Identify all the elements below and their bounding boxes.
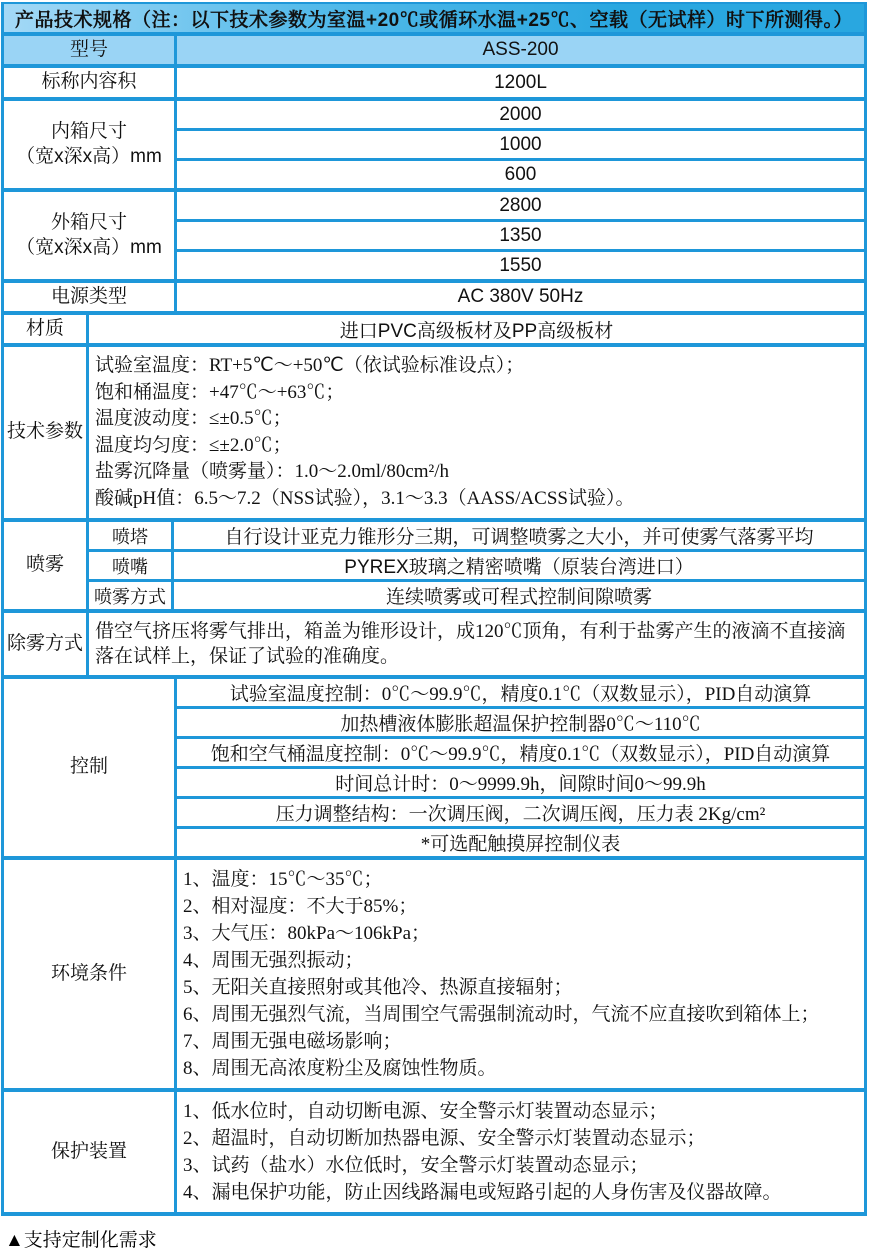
row-material-label: 材质 — [4, 315, 89, 343]
spray-nozzle-label: 喷嘴 — [89, 552, 174, 579]
row-spray-label: 喷雾 — [4, 522, 89, 609]
control-row-4 — [177, 766, 864, 796]
row-power-value: AC 380V 50Hz — [457, 286, 584, 307]
env-line-3: 3、大气压：80kPa～106kPa； — [183, 923, 431, 944]
control-value-1: 试验室温度控制：0℃～99.9℃，精度0.1℃（双数显示），PID自动演算 — [229, 684, 812, 705]
inner-size-values — [177, 101, 864, 188]
spray-mode-label: 喷雾方式 — [89, 582, 174, 609]
env-line-7: 7、周围无强电磁场影响； — [183, 1031, 402, 1052]
defog-text — [89, 613, 864, 675]
customization-note: ▲支持定制化需求 — [5, 1230, 157, 1251]
row-model-value: ASS-200 — [482, 39, 559, 60]
outer-size-label-line1: 外箱尺寸 — [50, 211, 127, 233]
row-environment — [4, 856, 864, 1088]
env-line-1: 1、温度：15℃～35℃； — [183, 869, 383, 890]
row-volume-label: 标称内容积 — [4, 68, 177, 97]
outer-size-label-line2: （宽x深x高）mm — [16, 236, 162, 258]
spray-nozzle-value: PYREX玻璃之精密喷嘴（原装台湾进口） — [344, 557, 694, 578]
outer-height-value: 1550 — [499, 254, 542, 276]
row-outer-size — [4, 188, 864, 279]
row-defog — [4, 609, 864, 675]
spray-mode-value: 连续喷雾或可程式控制间隙喷雾 — [385, 587, 652, 608]
inner-width-value: 2000 — [499, 103, 542, 125]
protection-line-2: 2、超温时，自动切断加热器电源、安全警示灯装置动态显示； — [183, 1128, 706, 1149]
spray-tower-value: 自行设计亚克力锥形分三期，可调整喷雾之大小，并可使雾气落雾平均 — [224, 527, 814, 548]
control-row-5 — [177, 796, 864, 826]
control-value-3: 饱和空气桶温度控制：0℃～99.9℃，精度0.1℃（双数显示），PID自动演算 — [210, 744, 831, 765]
row-tech-params — [4, 343, 864, 518]
inner-size-label-line2: （宽x深x高）mm — [16, 145, 162, 167]
spray-row-nozzle — [89, 549, 864, 579]
row-volume — [4, 64, 864, 97]
protection-text — [177, 1092, 864, 1212]
row-outer-size-label — [4, 192, 177, 279]
spray-tower-label: 喷塔 — [89, 522, 174, 549]
protection-line-4: 4、漏电保护功能，防止因线路漏电或短路引起的人身伤害及仪器故障。 — [183, 1182, 782, 1203]
inner-depth-value: 1000 — [499, 133, 542, 155]
control-value-4: 时间总计时：0～9999.9h，间隙时间0～99.9h — [335, 774, 706, 795]
tech-line-5: 盐雾沉降量（喷雾量）：1.0～2.0ml/80cm²/h — [95, 461, 450, 482]
env-line-2: 2、相对湿度：不大于85%； — [183, 896, 418, 917]
row-protection — [4, 1088, 864, 1212]
inner-size-row-width — [177, 101, 864, 128]
spray-row-tower — [89, 522, 864, 549]
tech-params-text — [89, 347, 864, 518]
row-material-value: 进口PVC高级板材及PP高级板材 — [339, 320, 614, 342]
control-row-1 — [177, 679, 864, 706]
outer-size-row-depth — [177, 219, 864, 249]
outer-size-row-width — [177, 192, 864, 219]
control-value-6: *可选配触摸屏控制仪表 — [420, 834, 621, 855]
row-protection-label: 保护装置 — [4, 1092, 177, 1212]
env-line-6: 6、周围无强烈气流，当周围空气需强制流动时，气流不应直接吹到箱体上； — [183, 1004, 820, 1025]
row-inner-size — [4, 97, 864, 188]
spray-row-mode — [89, 579, 864, 609]
row-volume-value: 1200L — [494, 71, 547, 93]
table-title-text: 产品技术规格（注：以下技术参数为室温+20℃或循环水温+25℃、空载（无试样）时下所测得。） — [15, 9, 853, 31]
row-environment-label: 环境条件 — [4, 860, 177, 1088]
table-title — [4, 4, 864, 32]
row-tech-params-label: 技术参数 — [4, 347, 89, 518]
row-model-label: 型号 — [4, 36, 177, 64]
tech-line-4: 温度均匀度：≤±2.0℃； — [95, 434, 292, 456]
environment-text — [177, 860, 864, 1088]
inner-size-row-height — [177, 158, 864, 188]
protection-line-3: 3、试药（盐水）水位低时，安全警示灯装置动态显示； — [183, 1155, 649, 1176]
control-rows — [177, 679, 864, 856]
env-line-4: 4、周围无强烈振动； — [183, 950, 364, 971]
control-value-5: 压力调整结构：一次调压阀，二次调压阀，压力表 2Kg/cm² — [275, 804, 766, 825]
row-power-label: 电源类型 — [4, 283, 177, 311]
inner-height-value: 600 — [504, 163, 537, 185]
outer-size-values — [177, 192, 864, 279]
row-inner-size-label — [4, 101, 177, 188]
env-line-8: 8、周围无高浓度粉尘及腐蚀性物质。 — [183, 1058, 497, 1079]
inner-size-label-line1: 内箱尺寸 — [50, 120, 127, 142]
control-value-2: 加热槽液体膨胀超温保护控制器0℃～110℃ — [340, 714, 701, 735]
row-model — [4, 32, 864, 64]
protection-line-1: 1、低水位时，自动切断电源、安全警示灯装置动态显示； — [183, 1101, 668, 1122]
row-control-label: 控制 — [4, 679, 177, 856]
row-defog-label: 除雾方式 — [4, 613, 89, 675]
outer-depth-value: 1350 — [499, 224, 542, 246]
row-spray — [4, 518, 864, 609]
defog-paragraph: 借空气挤压将雾气排出，箱盖为锥形设计，成120℃顶角，有利于盐雾产生的液滴不直接滴落在试样上，保证了试验的准确度。 — [95, 621, 846, 667]
tech-line-1: 试验室温度：RT+5℃～+50℃（依试验标准设点）； — [95, 355, 525, 376]
env-line-5: 5、无阳关直接照射或其他冷、热源直接辐射； — [183, 977, 573, 998]
outer-width-value: 2800 — [499, 194, 542, 216]
spray-rows — [89, 522, 864, 609]
inner-size-row-depth — [177, 128, 864, 158]
outer-size-row-height — [177, 249, 864, 279]
row-material — [4, 311, 864, 343]
row-power — [4, 279, 864, 311]
spec-table — [1, 2, 867, 1216]
control-row-2 — [177, 706, 864, 736]
tech-line-2: 饱和桶温度：+47℃～+63℃； — [95, 381, 345, 403]
control-row-3 — [177, 736, 864, 766]
row-control — [4, 675, 864, 856]
control-row-6 — [177, 826, 864, 856]
tech-line-3: 温度波动度：≤±0.5℃； — [95, 408, 292, 429]
tech-line-6: 酸碱pH值：6.5～7.2（NSS试验），3.1～3.3（AASS/ACSS试验）。 — [95, 487, 635, 509]
